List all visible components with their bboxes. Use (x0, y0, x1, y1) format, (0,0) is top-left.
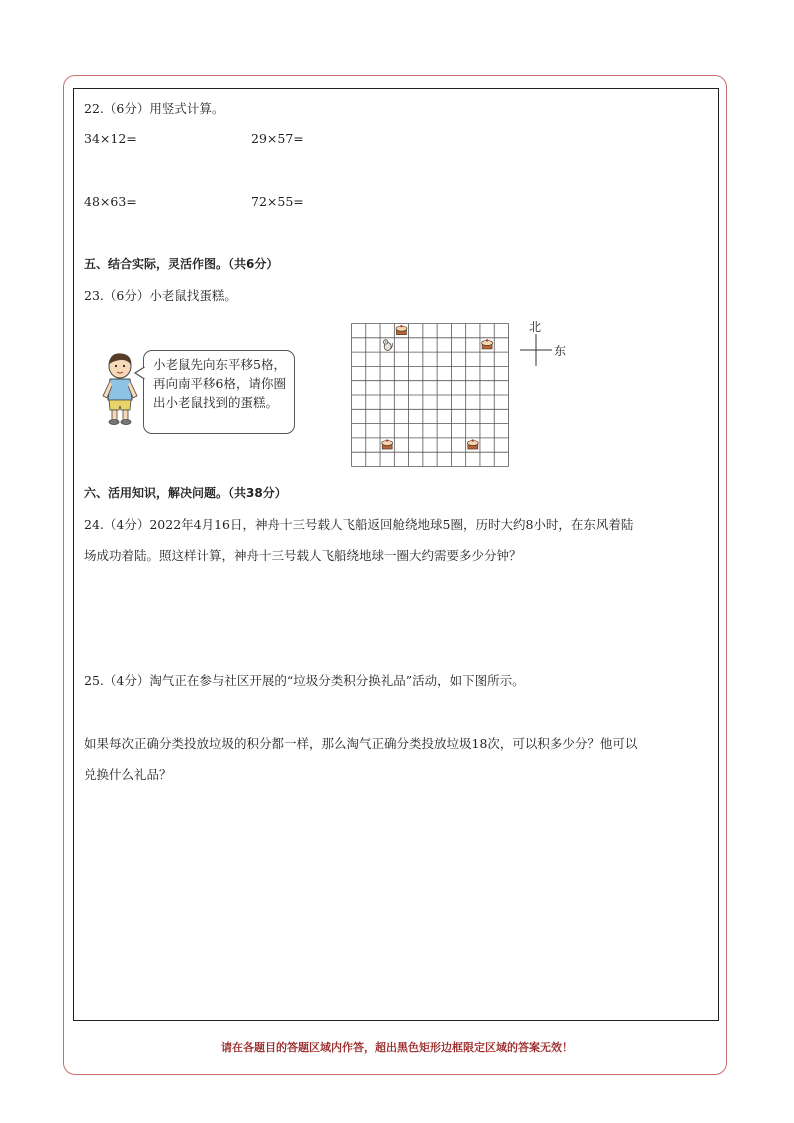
boy-illustration (98, 352, 142, 426)
q22-item-3: 48×63= (84, 194, 137, 209)
compass-icon (518, 332, 554, 368)
q25-line-1: 25.（4分）淘气正在参与社区开展的“垃圾分类积分换礼品”活动，如下图所示。 (84, 673, 525, 688)
cake-icon[interactable] (396, 325, 407, 335)
section5-title: 五、结合实际，灵活作图。（共6分） (84, 257, 279, 271)
section6-title: 六、活用知识，解决问题。（共38分） (84, 486, 287, 500)
movement-grid (351, 323, 509, 467)
q24-line-2: 场成功着陆。照这样计算，神舟十三号载人飞船绕地球一圈大约需要多少分钟？ (84, 548, 522, 563)
speech-bubble-text: 小老鼠先向东平移5格，再向南平移6格，请你圈出小老鼠找到的蛋糕。 (153, 357, 286, 410)
compass-east-label: 东 (554, 344, 567, 358)
cake-icon[interactable] (482, 339, 493, 349)
cake-icon[interactable] (382, 439, 393, 449)
q22-item-2: 29×57= (251, 131, 304, 146)
compass-north-label: 北 (529, 320, 542, 334)
q24-line-1: 24.（4分）2022年4月16日，神舟十三号载人飞船返回舱绕地球5圈，历时大约8小时，在东风着陆 (84, 517, 634, 532)
cake-icon[interactable] (467, 439, 478, 449)
q22-title: 22.（6分）用竖式计算。 (84, 101, 225, 116)
q25-line-2: 如果每次正确分类投放垃圾的积分都一样，那么淘气正确分类投放垃圾18次，可以积多少分？他可以 (84, 736, 638, 751)
q23-title: 23.（6分）小老鼠找蛋糕。 (84, 288, 237, 303)
q22-item-4: 72×55= (251, 194, 304, 209)
footer-notice: 请在各题目的答题区域内作答，超出黑色矩形边框限定区域的答案无效！ (221, 1041, 573, 1054)
mouse-icon (383, 340, 392, 351)
q22-item-1: 34×12= (84, 131, 137, 146)
speech-bubble-tail (134, 366, 145, 380)
q25-line-3: 兑换什么礼品？ (84, 767, 172, 782)
